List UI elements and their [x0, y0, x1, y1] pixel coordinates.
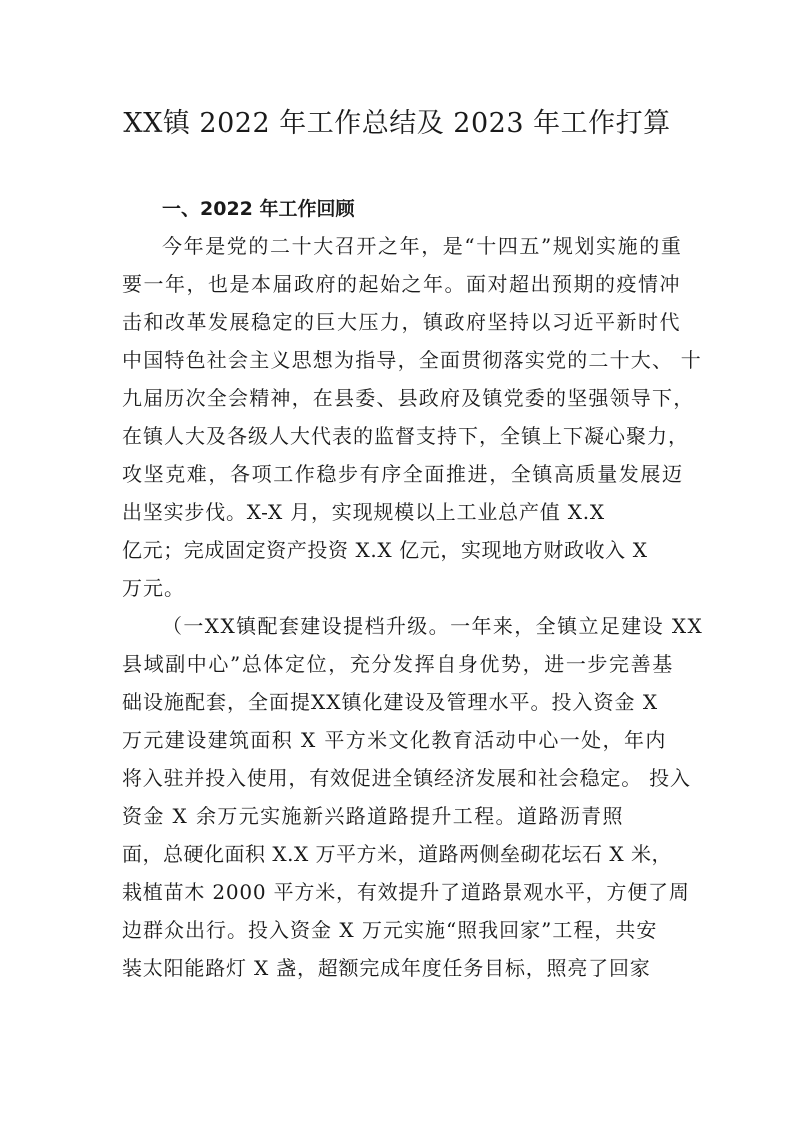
body-line: （一XX镇配套建设提档升级。一年来，全镇立足建设 XX [162, 614, 704, 638]
body-line: 今年是党的二十大召开之年，是“十四五”规划实施的重 [162, 234, 683, 258]
body-line: 在镇人大及各级人大代表的监督支持下，全镇上下凝心聚力， [122, 424, 689, 448]
body-line: 要一年，也是本届政府的起始之年。面对超出预期的疫情冲 [122, 272, 681, 296]
body-line: 栽植苗木 2000 平方米，有效提升了道路景观水平，方便了周 [122, 880, 690, 904]
body-line: 面，总硬化面积 X.X 万平方米，道路两侧垒砌花坛石 X 米， [122, 842, 673, 866]
body-line: 边群众出行。投入资金 X 万元实施“照我回家”工程，共安 [122, 918, 658, 942]
body-line: 础设施配套，全面提XX镇化建设及管理水平。投入资金 X [122, 690, 659, 714]
body-line: 亿元；完成固定资产投资 X.X 亿元，实现地方财政收入 X [122, 538, 648, 562]
body-line: 中国特色社会主义思想为指导，全面贯彻落实党的二十大、 十 [122, 348, 702, 372]
section-heading: 一、2022 年工作回顾 [162, 198, 355, 220]
body-line: 装太阳能路灯 X 盏，超额完成年度任务目标，照亮了回家 [122, 956, 651, 980]
body-line: 万元。 [122, 576, 185, 600]
body-line: 击和改革发展稳定的巨大压力，镇政府坚持以习近平新时代 [122, 310, 681, 334]
document-title: XX镇 2022 年工作总结及 2023 年工作打算 [123, 108, 671, 139]
body-line: 出坚实步伐。X-X 月，实现规模以上工业总产值 X.X [122, 500, 605, 524]
body-line: 万元建设建筑面积 X 平方米文化教育活动中心一处，年内 [122, 728, 667, 752]
body-line: 县域副中心”总体定位，充分发挥自身优势，进一步完善基 [122, 652, 674, 676]
body-line: 将入驻并投入使用，有效促进全镇经济发展和社会稳定。 投入 [122, 766, 691, 790]
body-line: 九届历次全会精神，在县委、县政府及镇党委的坚强领导下， [122, 386, 695, 410]
body-line: 资金 X 余万元实施新兴路道路提升工程。道路沥青照 [122, 804, 624, 828]
body-line: 攻坚克难，各项工作稳步有序全面推进，全镇高质量发展迈 [122, 462, 684, 486]
